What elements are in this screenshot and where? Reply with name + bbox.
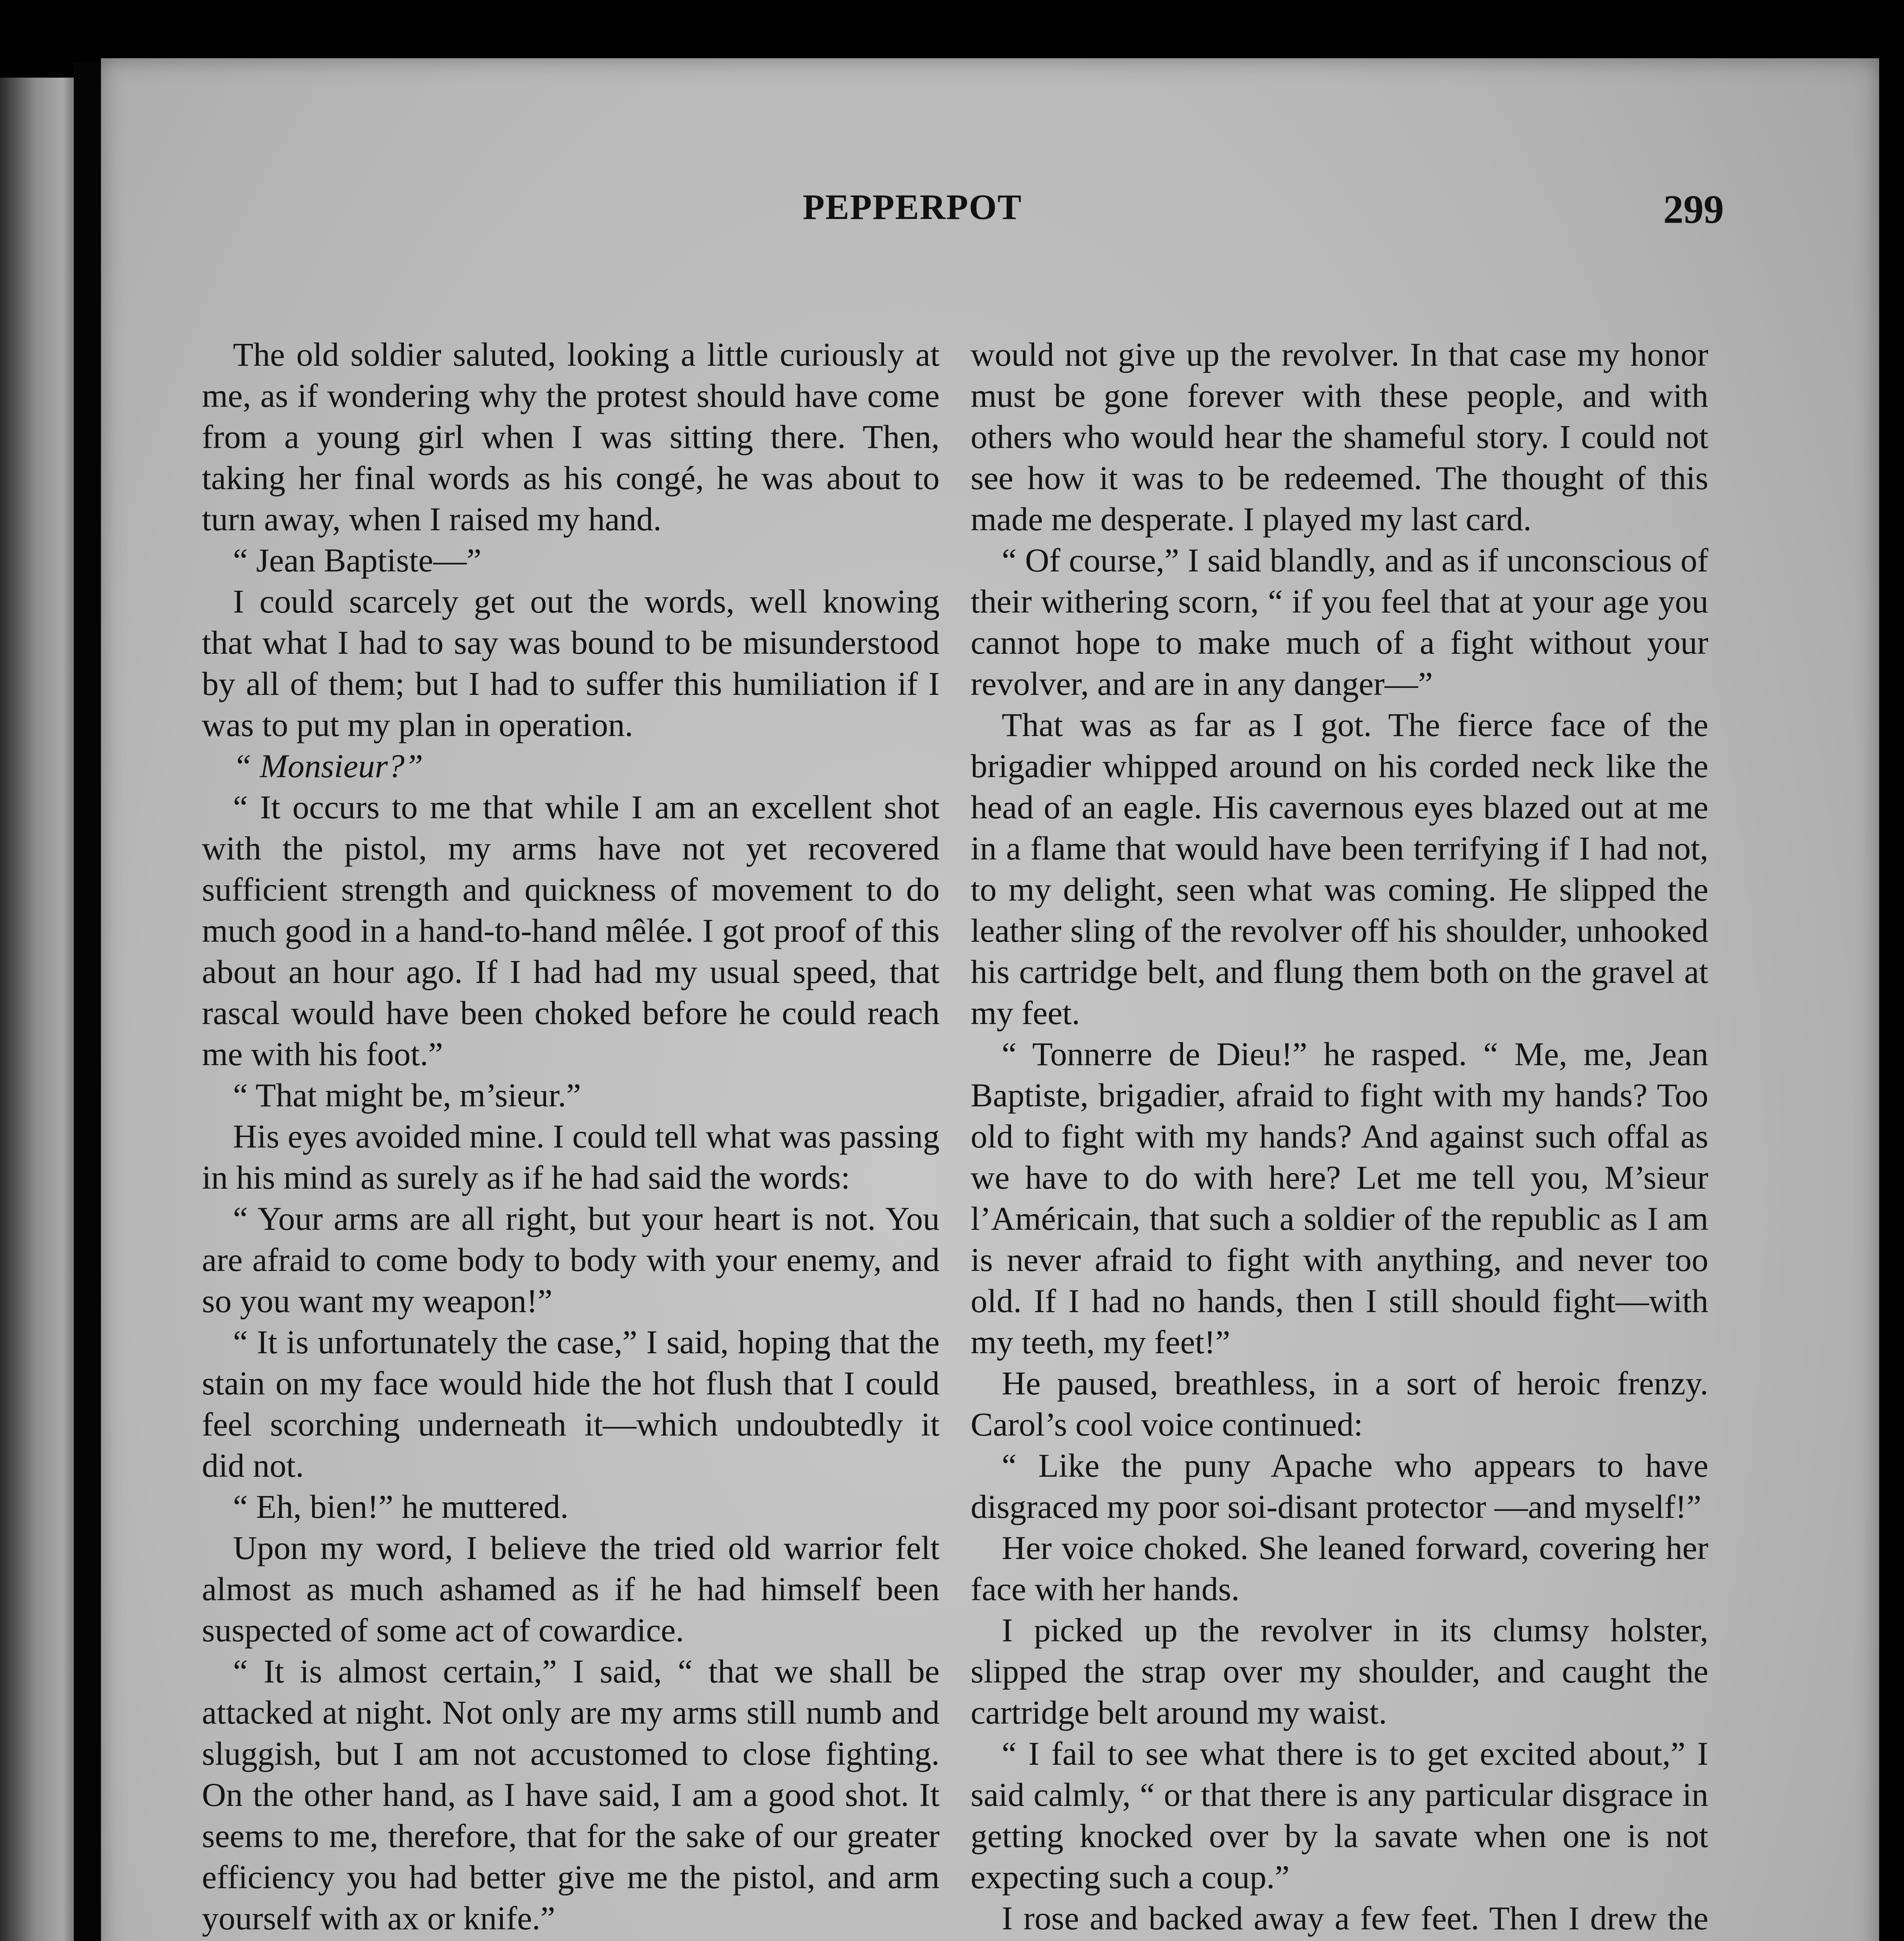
paragraph: Her voice choked. She leaned forward, covering her face with her hands. — [971, 1529, 1708, 1608]
paragraph: I rose and backed away a few feet. Then I drew the — [1002, 1899, 1708, 1937]
paragraph: would not give up the revolver. In that case my honor must be gone forever with these people, and with others who would hear the shameful story. I could not see how it was to be redeemed. The thought of this made me desperate. I played my last card. — [971, 336, 1708, 538]
paragraph: That was as far as I got. The fierce face of the brigadier whipped around on his corded neck like the head of an eagle. His cavernous eyes blazed out at me in a flame that would have been terrifying if I had not, to my delight, seen what was coming. He slipped the leather sling of the revolver off his shoulder, unhooked his cartridge belt, and flung them both on the gravel at my feet. — [971, 706, 1708, 1031]
paragraph: “ I fail to see what there is to get excited about,” I said calmly, “ or that there is any particular disgrace in getting knocked over by la savate when one is not expecting such a coup.” — [971, 1735, 1708, 1896]
paragraph: “ It is unfortunately the case,” I said, hoping that the stain on my face would hide the hot flush that I could feel scorching underneath it—which undoubtedly it did not. — [202, 1323, 940, 1484]
paragraph: “ Tonnerre de Dieu!” he rasped. “ Me, me, Jean Baptiste, brigadier, afraid to fight with my hands? Too old to fight with my hands? And against such offal as we have to do with here? Let me tell you, M’sieur l’Américain, that such a soldier of the republic as I am is never afraid to fight with anything, and never too old. If I had no hands, then I still should fight—with my teeth, my feet!” — [971, 1035, 1708, 1361]
paragraph: “ Like the puny Apache who appears to have disgraced my poor soi-disant protector —and myself!” — [971, 1447, 1708, 1525]
paragraph: The old soldier saluted, looking a little curiously at me, as if wondering why the protest should have come from a young girl when I was sitting there. Then, taking her final words as his congé, he was about to turn away, when I raised my hand. — [202, 336, 940, 538]
paragraph: I picked up the revolver in its clumsy holster, slipped the strap over my shoulder, and caught the cartridge belt around my waist. — [971, 1611, 1708, 1731]
paragraph: “ It is almost certain,” I said, “ that we shall be attacked at night. Not only are my arms still numb and sluggish, but I am not accustomed to close fighting. On the other hand, as I have said, I am a good shot. It seems to me, therefore, that for the sake of our greater efficiency you had better give me the pistol, and arm yourself with ax or knife.” — [202, 1653, 940, 1937]
paragraph: Upon my word, I believe the tried old warrior felt almost as much ashamed as if he had himself been suspected of some act of cowardice. — [202, 1529, 940, 1649]
page-header — [101, 186, 1724, 248]
right-column — [971, 334, 1708, 1941]
paragraph: “ It occurs to me that while I am an excellent shot with the pistol, my arms have not yet recovered sufficient strength and quickness of movement to do much good in a hand-to-hand mêlée. I got proof of this about an hour ago. If I had had my usual speed, that rascal would have been choked before he could reach me with his foot.” — [202, 788, 940, 1073]
page-number: 299 — [1663, 187, 1724, 232]
paragraph: “ Your arms are all right, but your heart is not. You are afraid to come body to body with your enemy, and so you want my weapon!” — [202, 1200, 940, 1319]
paragraph: He paused, breathless, in a sort of heroic frenzy. Carol’s cool voice continued: — [971, 1365, 1708, 1443]
paragraph: His eyes avoided mine. I could tell what was passing in his mind as surely as if he had said the words: — [202, 1118, 940, 1196]
running-head: PEPPERPOT — [803, 187, 1022, 227]
paragraph: “ Monsieur?” — [233, 747, 423, 785]
paragraph: “ That might be, m’sieur.” — [233, 1076, 581, 1114]
left-column — [202, 334, 940, 1941]
paragraph: I could scarcely get out the words, well knowing that what I had to say was bound to be misunderstood by all of them; but I had to suffer this humiliation if I was to put my plan in operation. — [202, 583, 940, 743]
paragraph: “ Eh, bien!” he muttered. — [233, 1488, 569, 1525]
paragraph: “ Jean Baptiste—” — [233, 542, 482, 579]
paragraph: “ Of course,” I said blandly, and as if unconscious of their withering scorn, “ if you feel that at your age you cannot hope to make much of a fight without your revolver, and are in any danger—” — [971, 542, 1708, 702]
paragraph — [202, 1939, 940, 1941]
